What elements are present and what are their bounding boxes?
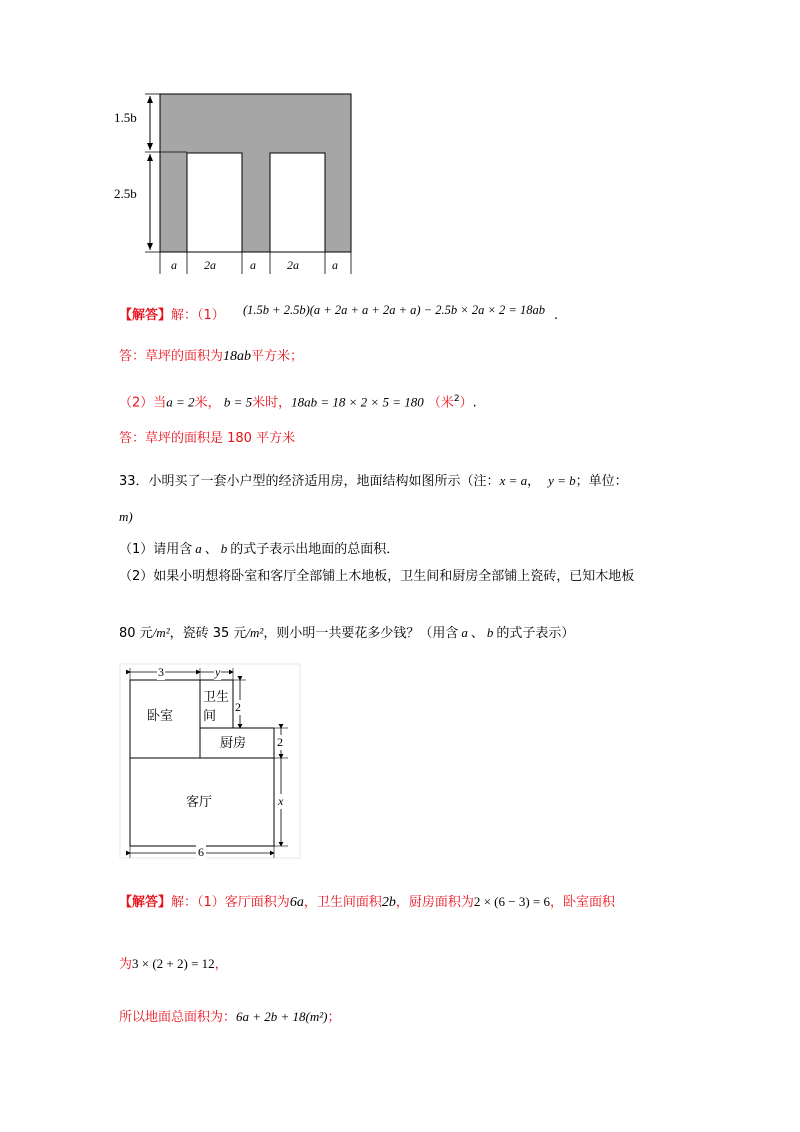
- dim-right-2-kitchen: 2: [277, 735, 283, 749]
- answer32-period1: .: [554, 308, 559, 323]
- q33-line1: 33．小明买了一套小户型的经济适用房，地面结构如图所示（注：x = a， y = b；单位：: [119, 473, 628, 489]
- room-label-bedroom: 卧室: [147, 709, 174, 724]
- answer-head: 【解答】: [119, 308, 172, 323]
- lawn-diagram: [112, 88, 362, 278]
- dim-right-x: x: [278, 794, 284, 808]
- dim-top-3: 3: [158, 665, 164, 679]
- room-label-bathroom-2: 间: [203, 709, 217, 724]
- q33-line3: 80 元/m²，瓷砖 35 元/m²，则小明一共要花多少钱？（用含 a 、 b 的式子表示）: [119, 625, 575, 641]
- dim-label-bottom-2a2: 2a: [287, 258, 299, 272]
- answer33-line1: 【解答】解：（1）客厅面积为6a，卫生间面积2b，厨房面积为2 × (6 − 3) = 6，卧室面积: [119, 894, 616, 910]
- answer32-ans1: 答：草坪的面积为18ab平方米；: [119, 349, 304, 364]
- dim-top-y: y: [215, 665, 221, 679]
- answer33-line3: 所以地面总面积为：6a + 2b + 18(m²)；: [119, 1009, 341, 1025]
- answer33-line2: 为3 × (2 + 2) = 12，: [119, 956, 228, 972]
- dim-label-1-5b: 1.5b: [114, 110, 137, 125]
- room-left: [187, 153, 242, 252]
- dim-bottom-6: 6: [198, 845, 204, 859]
- answer32-part2: （2）当a = 2米， b = 5米时，18ab = 18 × 2 × 5 = 180 （米$^2$）.: [119, 394, 477, 411]
- q33-sub1: （1）请用含 a 、 b 的式子表示出地面的总面积．: [119, 541, 400, 557]
- dim-label-bottom-2a1: 2a: [204, 258, 216, 272]
- dim-label-bottom-a1: a: [171, 258, 177, 272]
- q33-line2: m): [119, 509, 133, 524]
- q33-sub2: （2）如果小明想将卧室和客厅全部铺上木地板，卫生间和厨房全部铺上瓷砖，已知木地板: [119, 569, 635, 584]
- answer32-ans2: 答：草坪的面积是 180 平方米: [119, 431, 296, 446]
- room-label-kitchen: 厨房: [220, 736, 247, 751]
- dim-label-bottom-a2: a: [250, 258, 256, 272]
- room-label-living: 客厅: [186, 795, 213, 810]
- room-label-bathroom-1: 卫生: [203, 690, 230, 705]
- dim-right-2-bath: 2: [235, 700, 241, 714]
- dim-label-bottom-a3: a: [332, 258, 338, 272]
- dim-label-2-5b: 2.5b: [114, 186, 137, 201]
- answer32-part1: 【解答】解：（1）: [119, 308, 225, 323]
- room-right: [270, 153, 325, 252]
- answer32-formula1: (1.5b + 2.5b)(a + 2a + a + 2a + a) − 2.5b × 2a × 2 = 18ab: [243, 303, 545, 317]
